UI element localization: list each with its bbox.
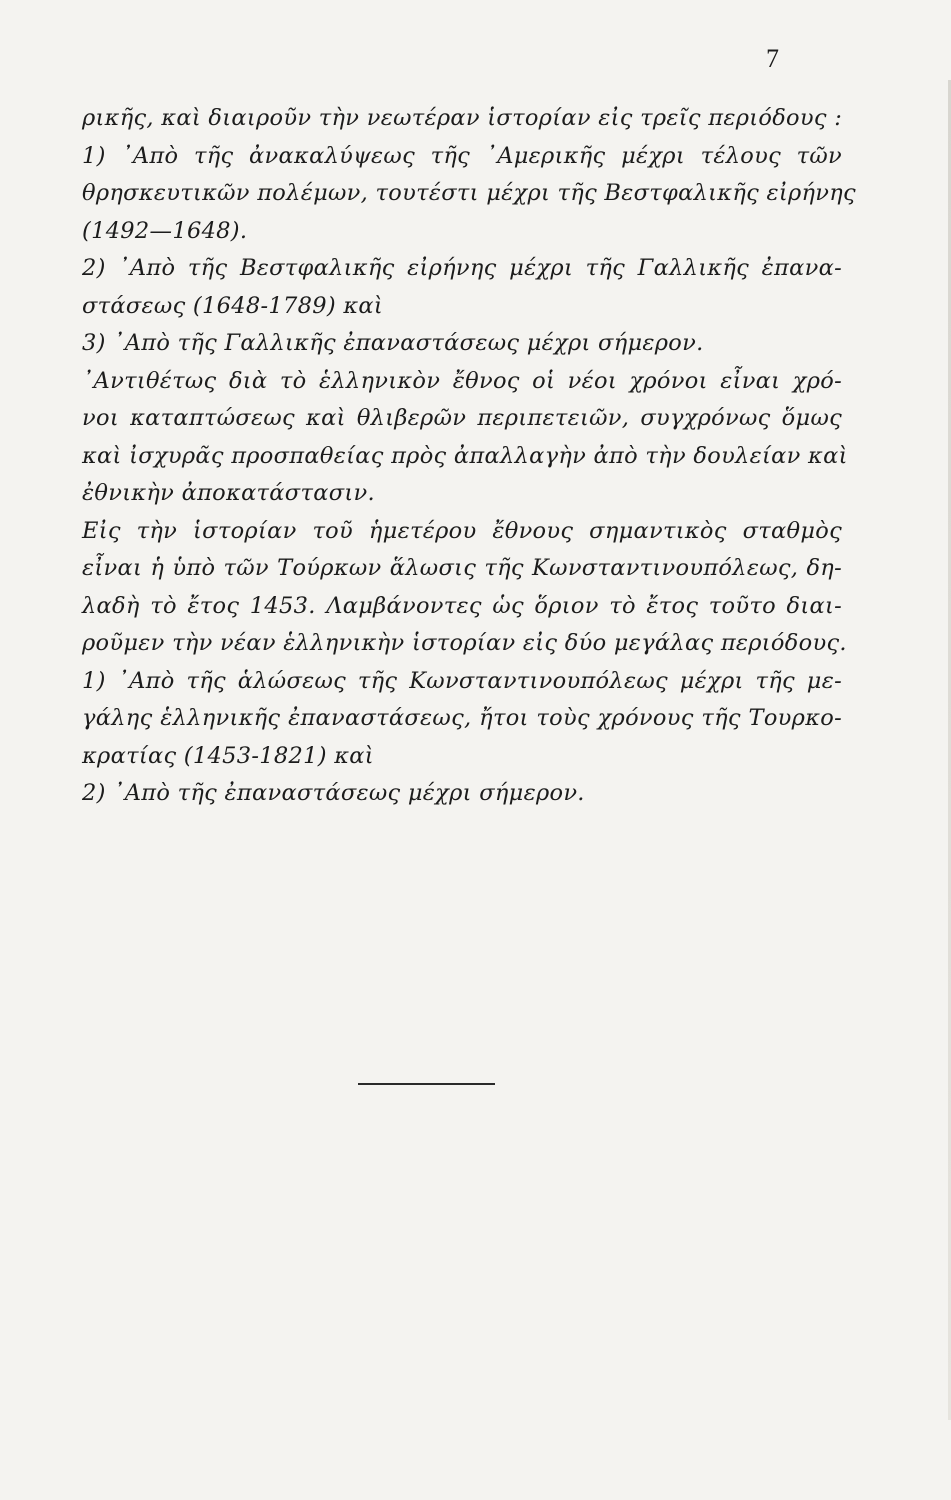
text-line: εἶναι ἡ ὑπὸ τῶν Τούρκων ἅλωσις τῆς Κωνσταντινουπόλεως, δη- [82,555,842,581]
text-line: 2) ᾿Απὸ τῆς Βεστφαλικῆς εἰρήνης μέχρι τῆς Γαλλικῆς ἐπανα- [82,255,842,281]
text-line: θρησκευτικῶν πολέμων, τουτέστι μέχρι τῆς Βεστφαλικῆς εἰρήνης [82,180,856,206]
text-line: κρατίας (1453-1821) καὶ [82,742,374,769]
text-line: ᾿Αντιθέτως διὰ τὸ ἑλληνικὸν ἔθνος οἱ νέοι χρόνοι εἶναι χρό- [82,367,842,394]
text-line: 1) ᾿Απὸ τῆς ἀνακαλύψεως τῆς ᾿Αμερικῆς μέχρι τέλους τῶν [82,142,842,169]
text-line: ροῦμεν τὴν νέαν ἑλληνικὴν ἱστορίαν εἰς δύο μεγάλας περιόδους. [82,630,847,656]
text-line: στάσεως (1648-1789) καὶ [82,292,384,319]
text-line: γάλης ἑλληνικῆς ἐπαναστάσεως, ἤτοι τοὺς χρόνους τῆς Τουρκο- [82,705,842,731]
text-line: λαδὴ τὸ ἔτος 1453. Λαμβάνοντες ὡς ὅριον τὸ ἔτος τοῦτο διαι- [82,592,842,619]
text-line: Εἰς τὴν ἱστορίαν τοῦ ἡμετέρου ἔθνους σημαντικὸς σταθμὸς [82,517,842,544]
text-line: ἐθνικὴν ἀποκατάστασιν. [82,480,375,506]
text-line: καὶ ἰσχυρᾶς προσπαθείας πρὸς ἀπαλλαγὴν ἀπὸ τὴν δουλείαν καὶ [82,442,848,469]
text-line: ρικῆς, καὶ διαιροῦν τὴν νεωτέραν ἱστορίαν εἰς τρεῖς περιόδους : [82,105,843,131]
section-divider [358,1083,495,1085]
text-line: (1492—1648). [82,217,248,244]
text-line: νοι καταπτώσεως καὶ θλιβερῶν περιπετειῶν, συγχρόνως ὅμως [82,405,842,431]
body-text [82,100,856,813]
text-line: 2) ᾿Απὸ τῆς ἐπαναστάσεως μέχρι σήμερον. [82,780,585,806]
page-number: 7 [766,44,779,73]
text-line: 3) ᾿Απὸ τῆς Γαλλικῆς ἐπαναστάσεως μέχρι σήμερον. [82,330,704,356]
text-line: 1) ᾿Απὸ τῆς ἁλώσεως τῆς Κωνσταντινουπόλεως μέχρι τῆς με- [82,667,842,694]
